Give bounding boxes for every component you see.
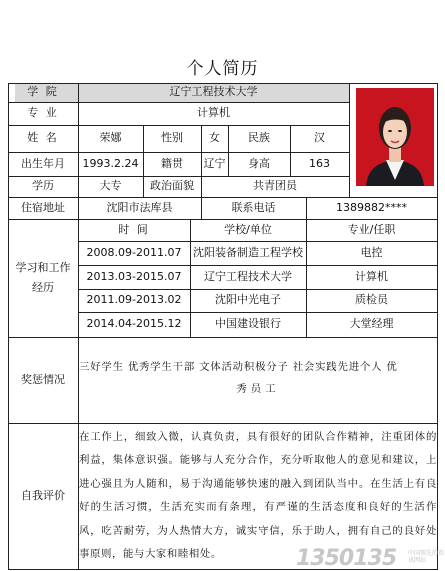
phone-value: 1389882**** bbox=[336, 200, 407, 214]
table-border-right bbox=[437, 83, 438, 570]
ethnicity-value: 汉 bbox=[314, 131, 325, 145]
gender-label: 性别 bbox=[161, 131, 183, 145]
table-row-role: 大堂经理 bbox=[349, 317, 394, 331]
height-label: 身高 bbox=[248, 156, 270, 170]
phone-label: 联系电话 bbox=[231, 200, 276, 214]
college-value: 辽宁工程技术大学 bbox=[169, 85, 258, 99]
profile-photo bbox=[356, 88, 434, 186]
table-row-role: 计算机 bbox=[355, 269, 388, 283]
education-value: 大专 bbox=[99, 179, 122, 193]
birth-label: 出生年月 bbox=[21, 156, 65, 170]
name-label: 姓 名 bbox=[27, 131, 59, 145]
table-row-org: 辽宁工程技术大学 bbox=[204, 269, 292, 283]
table-row-org: 中国建设银行 bbox=[215, 317, 281, 331]
table-row-org: 沈阳中光电子 bbox=[215, 293, 281, 307]
self-eval-label: 自我评价 bbox=[21, 488, 65, 502]
major-label: 专 业 bbox=[27, 106, 59, 120]
header-role: 专业/任职 bbox=[347, 222, 396, 236]
table-row-time: 2013.03-2015.07 bbox=[86, 269, 182, 283]
awards-label: 奖惩情况 bbox=[21, 372, 65, 386]
table-row-role: 质检员 bbox=[355, 293, 388, 307]
ethnicity-label: 民族 bbox=[248, 131, 270, 145]
name-value: 荣娜 bbox=[99, 131, 122, 145]
photo-col-line bbox=[349, 83, 350, 198]
birth-value: 1993.2.24 bbox=[82, 156, 139, 170]
awards-text bbox=[79, 356, 437, 400]
college-label: 学 院 bbox=[27, 85, 59, 99]
watermark-caption: 中国领先的资讯网站 bbox=[408, 550, 445, 564]
table-row-time: 2011.09-2013.02 bbox=[86, 293, 182, 307]
watermark-logo: 1350135 bbox=[296, 546, 397, 571]
native-label: 籍贯 bbox=[161, 156, 183, 170]
study-work-label: 学习和工作经历 bbox=[15, 261, 71, 294]
political-label: 政治面貌 bbox=[150, 179, 194, 193]
native-value: 辽宁 bbox=[203, 156, 226, 170]
table-row-time: 2008.09-2011.07 bbox=[86, 245, 182, 259]
portrait-image bbox=[356, 88, 434, 186]
table-row-role: 电控 bbox=[360, 245, 383, 259]
political-value: 共青团员 bbox=[253, 179, 297, 193]
table-row-time: 2014.04-2015.12 bbox=[86, 317, 182, 331]
header-time: 时 间 bbox=[118, 222, 150, 236]
table-row-org: 沈阳装备制造工程学校 bbox=[193, 245, 303, 259]
awards-line-2: 秀员工 bbox=[236, 383, 280, 395]
height-value: 163 bbox=[309, 156, 330, 170]
address-value: 沈阳市法库县 bbox=[106, 200, 173, 214]
awards-line-1: 三好学生 优秀学生干部 文体活动积极分子 社会实践先进个人 优 bbox=[79, 361, 398, 373]
gender-value: 女 bbox=[209, 131, 220, 145]
education-label: 学历 bbox=[32, 179, 54, 193]
page-title: 个人简历 bbox=[186, 59, 259, 79]
address-label: 住宿地址 bbox=[21, 200, 65, 214]
major-value: 计算机 bbox=[197, 106, 230, 120]
self-eval-text: 在工作上，细致入微，认真负责，具有很好的团队合作精神，注重团体的利益，集体意识强。能够与人充分合作，充分听取他人的意见和建议，上进心强且为人随和，易于沟通能够快速的融入到团队当中。在生活上有良好的生活习惯，生活充实而有条理，有严谨的生活态度和良好的生活作风，吃苦耐劳，为人热情大方，诚实守信，乐于助人，拥有自己的良好处事原则，能与大家和睦相处。 bbox=[79, 431, 437, 561]
header-org: 学校/单位 bbox=[224, 222, 272, 236]
